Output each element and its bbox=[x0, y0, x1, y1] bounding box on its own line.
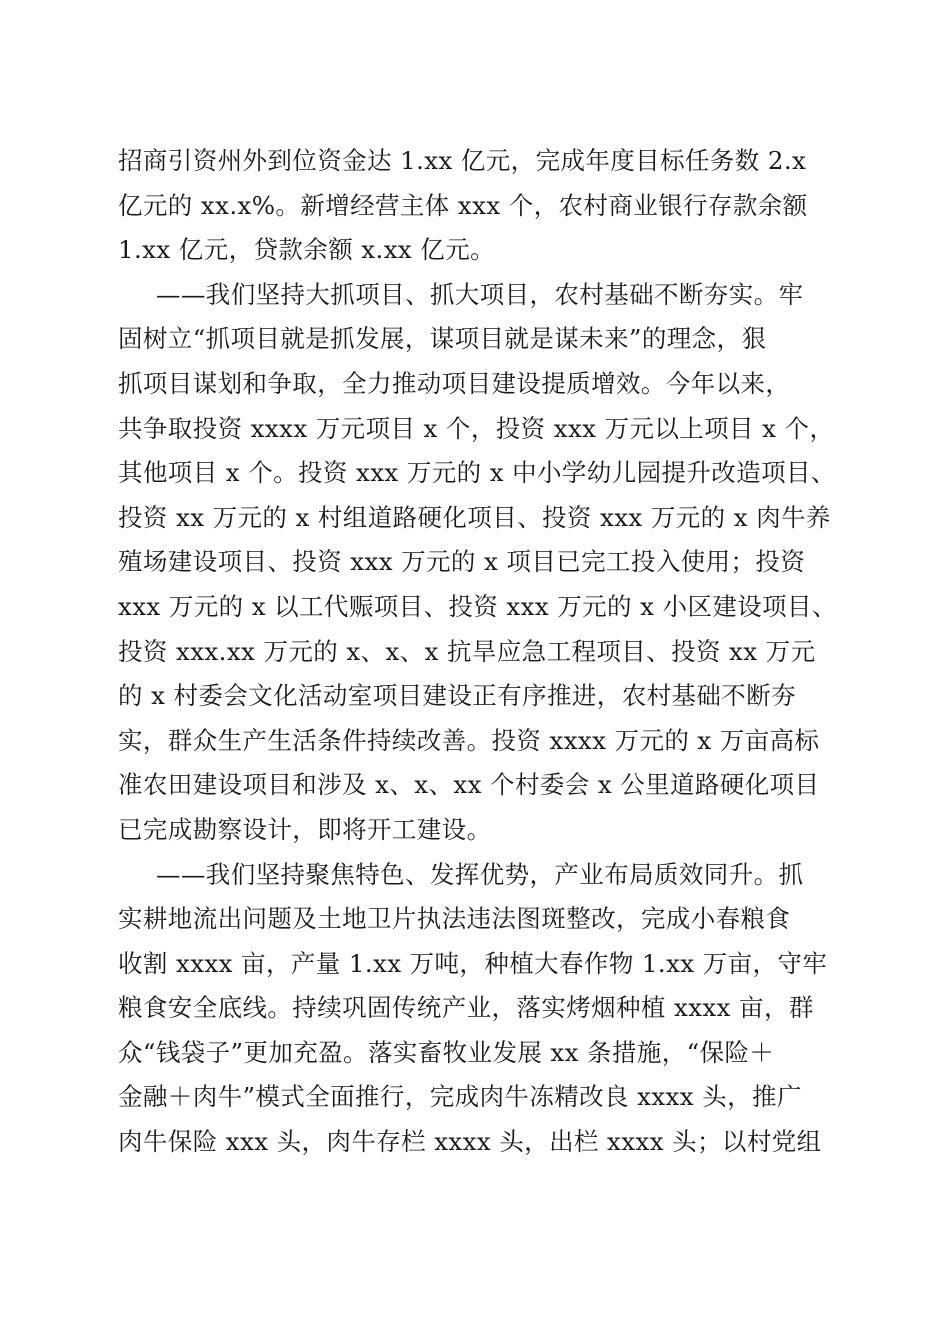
text-line: 实，群众生产生活条件持续改善。投资 xxxx 万元的 x 万亩高标 bbox=[118, 725, 820, 755]
text-line: 准农田建设项目和涉及 x、x、xx 个村委会 x 公里道路硬化项目 bbox=[118, 770, 820, 800]
paragraph-start-line: ——我们坚持大抓项目、抓大项目，农村基础不断夯实。牢 bbox=[156, 279, 804, 309]
text-line: 1.xx 亿元，贷款余额 x.xx 亿元。 bbox=[118, 235, 496, 265]
text-line: 已完成勘察设计，即将开工建设。 bbox=[118, 814, 492, 844]
text-line: 实耕地流出问题及土地卫片执法违法图斑整改，完成小春粮食 bbox=[118, 904, 791, 934]
text-line: 的 x 村委会文化活动室项目建设正有序推进，农村基础不断夯 bbox=[118, 681, 796, 711]
text-line: 众“钱袋子”更加充盈。落实畜牧业发展 xx 条措施，“保险＋ bbox=[118, 1037, 775, 1067]
text-line: 抓项目谋划和争取，全力推动项目建设提质增效。今年以来， bbox=[118, 368, 791, 398]
text-line: xxx 万元的 x 以工代赈项目、投资 xxx 万元的 x 小区建设项目、 bbox=[118, 591, 837, 621]
text-line: 殖场建设项目、投资 xxx 万元的 x 项目已完工投入使用；投资 bbox=[118, 547, 806, 577]
text-line: 亿元的 xx.x%。新增经营主体 xxx 个，农村商业银行存款余额 bbox=[118, 190, 808, 220]
text-line: 共争取投资 xxxx 万元项目 x 个，投资 xxx 万元以上项目 x 个， bbox=[118, 413, 835, 443]
text-line: 招商引资州外到位资金达 1.xx 亿元，完成年度目标任务数 2.x bbox=[118, 146, 807, 175]
text-line: 收割 xxxx 亩，产量 1.xx 万吨，种植大春作物 1.xx 万亩，守牢 bbox=[118, 948, 828, 978]
text-line: 投资 xxx.xx 万元的 x、x、x 抗旱应急工程项目、投资 xx 万元 bbox=[118, 636, 816, 666]
text-line: 其他项目 x 个。投资 xxx 万元的 x 中小学幼儿园提升改造项目、 bbox=[118, 458, 836, 488]
text-line: 金融＋肉牛”模式全面推行，完成肉牛冻精改良 xxxx 头，推广 bbox=[118, 1082, 802, 1112]
paragraph-start-line: ——我们坚持聚焦特色、发挥优势，产业布局质效同升。抓 bbox=[156, 859, 804, 889]
text-line: 固树立“抓项目就是抓发展，谋项目就是谋未来”的理念，狠 bbox=[118, 324, 767, 354]
body-text bbox=[118, 139, 858, 1165]
text-line: 肉牛保险 xxx 头，肉牛存栏 xxxx 头，出栏 xxxx 头；以村党组 bbox=[118, 1127, 822, 1157]
text-line: 投资 xx 万元的 x 村组道路硬化项目、投资 xxx 万元的 x 肉牛养 bbox=[118, 502, 831, 532]
text-line: 粮食安全底线。持续巩固传统产业，落实烤烟种植 xxxx 亩，群 bbox=[118, 993, 814, 1023]
